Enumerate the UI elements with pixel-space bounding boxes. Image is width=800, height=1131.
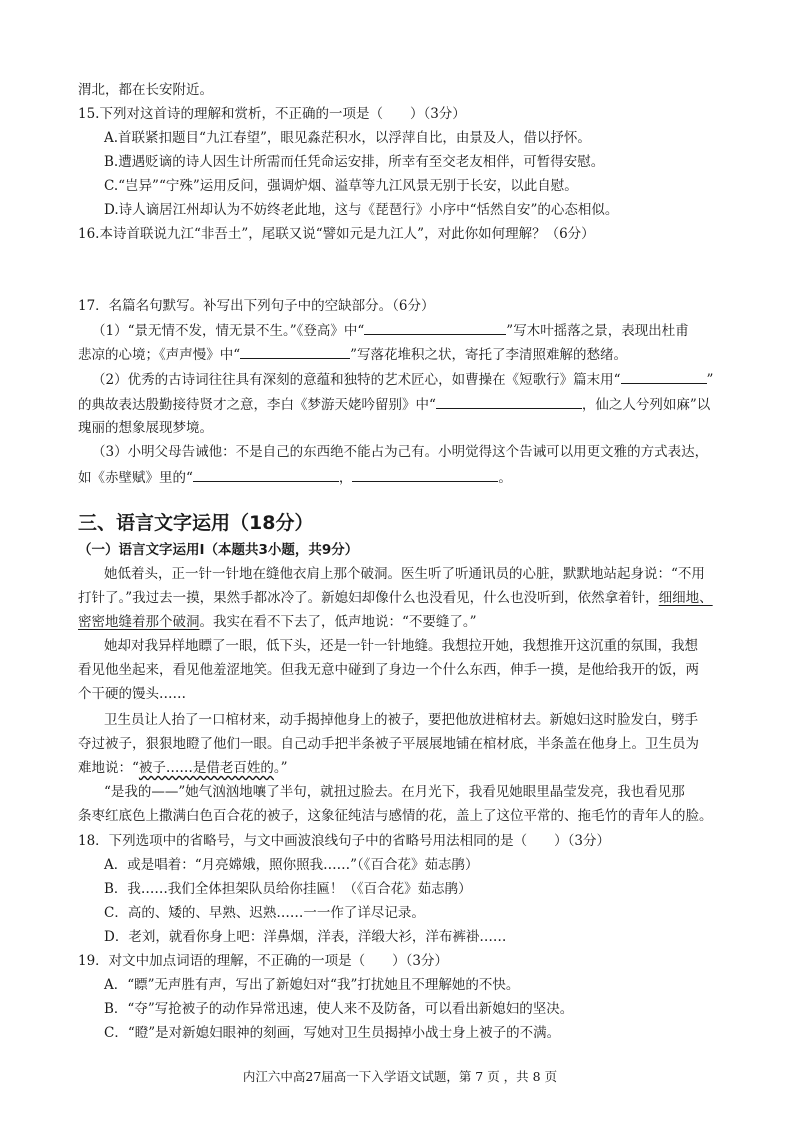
passage-line: 她低着头，正一针一针地在缝他衣肩上那个破洞。医生听了听通讯员的心脏，默默地站起身说：“不用 (104, 566, 705, 582)
wavy-underlined-sentence: 被子……是借老百姓的 (138, 760, 274, 776)
passage-line: 条枣红底色上撒满白色百合花的被子，这象征纯洁与感情的花，盖上了这位平常的、拖毛竹的青年人的脸。 (78, 808, 713, 824)
question-18-stem: 18．下列选项中的省略号，与文中画波浪线句子中的省略号用法相同的是（ ）（3分） (78, 833, 611, 849)
text-segment: 。” (273, 760, 288, 776)
question-17-part1-line2 (78, 344, 627, 365)
text-segment: ，仙之人兮列如麻”以 (581, 397, 711, 413)
question-17-part2-line2 (78, 394, 710, 415)
text-segment: 打针了。”我过去一摸，果然手都冰冷了。新媳妇却像什么也没看见，什么也没听到，依然拿着针， (78, 590, 659, 606)
question-17-part1-line1 (92, 320, 689, 341)
answer-blank[interactable] (193, 467, 339, 482)
question-17-stem: 17．名篇名句默写。补写出下列句子中的空缺部分。（6分） (78, 298, 435, 314)
section-title: 三、语言文字运用（18分） (78, 512, 314, 534)
question-15-stem: 15.下列对这首诗的理解和赏析，不正确的一项是（ ）（3分） (78, 106, 466, 122)
answer-blank[interactable] (436, 394, 582, 409)
question-17-part3-line2 (78, 467, 512, 488)
text-segment: （1）“景无情不发，情无景不生。”《登高》中“ (92, 323, 365, 339)
underlined-phrase: 细细地、 (658, 590, 713, 606)
text-segment: 难地说：“ (78, 760, 139, 776)
text-segment: ”写落花堆积之状，寄托了李清照难解的愁绪。 (350, 347, 628, 363)
subsection-title: （一）语言文字运用Ⅰ（本题共3小题，共9分） (78, 542, 359, 558)
text-segment: 悲凉的心境；《声声慢》中“ (78, 347, 241, 363)
text-line: 渭北，都在长安附近。 (78, 82, 213, 98)
underlined-phrase: 密密地缝着那个破洞 (78, 614, 200, 630)
answer-blank[interactable] (621, 369, 707, 384)
passage-line: 看见他坐起来，看见他羞涩地笑。但我无意中碰到了身边一个什么东西，伸手一摸，是他给我开的饭，两 (78, 662, 699, 678)
passage-line (78, 612, 477, 632)
page-footer: 内江六中高27届高一下入学语文试题，第 7 页 ，共 8 页 (242, 1069, 558, 1084)
passage-line: 卫生员让人抬了一口棺材来，动手揭掉他身上的被子，要把他放进棺材去。新媳妇这时脸发白，劈手 (104, 712, 698, 728)
question-18-option-d: D．老刘，就看你身上吧：洋鼻烟，洋表，洋缎大衫，洋布裤褂…… (104, 929, 507, 945)
text-segment: （2）优秀的古诗词往往具有深刻的意蕴和独特的艺术匠心，如曹操在《短歌行》篇末用“ (92, 372, 621, 388)
text-segment: ”写木叶摇落之景，表现出杜甫 (506, 323, 689, 339)
text-segment: 。 (498, 470, 512, 486)
question-16-stem: 16.本诗首联说九江“非吾土”，尾联又说“譬如元是九江人”，对此你如何理解？（6分） (78, 226, 595, 242)
passage-line: 夺过被子，狠狠地瞪了他们一眼。自己动手把半条被子平展展地铺在棺材底，半条盖在他身上。卫生员为 (78, 736, 699, 752)
question-18-option-b: B．我……我们全体担架队员给你挂匾！（《百合花》茹志鹃） (104, 881, 472, 897)
question-17-part2-line3: 瑰丽的想象展现梦境。 (78, 420, 213, 436)
question-15-option-d: D.诗人谪居江州却认为不妨终老此地，这与《琵琶行》小序中“恬然自安”的心态相似。 (104, 202, 619, 218)
question-18-option-c: C．高的、矮的、早熟、迟熟……一一作了详尽记录。 (104, 905, 425, 921)
question-19-option-b: B．“夺”写抢被子的动作异常迅速，使人来不及防备，可以看出新媳妇的坚决。 (104, 1001, 574, 1017)
text-segment: 如《赤壁赋》里的“ (78, 470, 193, 486)
question-19-option-c: C．“瞪”是对新媳妇眼神的刻画，写她对卫生员揭掉小战士身上被子的不满。 (104, 1025, 561, 1041)
question-19-option-a: A．“瞟”无声胜有声，写出了新媳妇对“我”打扰她且不理解她的不快。 (104, 977, 520, 993)
answer-blank[interactable] (364, 320, 506, 335)
question-17-part2-line1 (92, 369, 713, 390)
text-segment: ” (706, 372, 714, 388)
passage-line: 个干硬的馒头…… (78, 686, 186, 702)
question-15-option-b: B.遭遇贬谪的诗人因生计所需而任凭命运安排，所幸有至交老友相伴，可暂得安慰。 (104, 154, 605, 170)
text-segment: ， (338, 470, 353, 486)
text-segment: 。我实在看不下去了，低声地说：“不要缝了。” (199, 614, 477, 630)
passage-line (78, 758, 288, 778)
text-segment: 的典故表达殷勤接待贤才之意，李白《梦游天姥吟留别》中“ (78, 397, 436, 413)
question-19-stem: 19．对文中加点词语的理解，不正确的一项是（ ）（3分） (78, 953, 449, 969)
answer-blank[interactable] (352, 467, 498, 482)
passage-line: 她却对我异样地瞟了一眼，低下头，还是一针一针地缝。我想拉开她，我想推开这沉重的氛围，我想 (104, 638, 698, 654)
passage-line (78, 588, 713, 608)
question-18-option-a: A．或是唱着：“月亮嫦娥，照你照我……”（《百合花》茹志鹃） (104, 857, 479, 873)
question-15-option-a: A.首联紧扣题目“九江春望”，眼见淼茫积水，以浮萍自比，由景及人，借以抒怀。 (104, 130, 591, 146)
passage-line: “是我的——”她气汹汹地嚷了半句，就扭过脸去。在月光下，我看见她眼里晶莹发亮，我也看见那 (104, 784, 685, 800)
answer-blank[interactable] (240, 344, 350, 359)
question-17-part3-line1: （3）小明父母告诫他：不是自己的东西绝不能占为己有。小明觉得这个告诫可以用更文雅的方式表达， (92, 444, 709, 460)
question-15-option-c: C.“岂异”“宁殊”运用反问，强调炉烟、溢草等九江风景无别于长安，以此自慰。 (104, 178, 578, 194)
